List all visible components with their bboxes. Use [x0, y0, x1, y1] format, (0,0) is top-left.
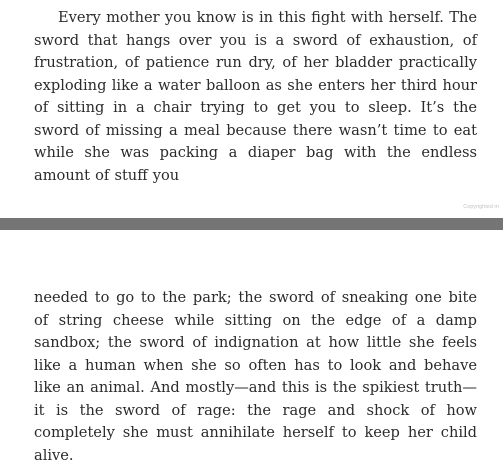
book-page-top: [0, 0, 503, 218]
text-line: sword that hangs over you is a sword of exhaustion, of: [34, 31, 477, 49]
copyright-watermark: Copyrighted m: [463, 204, 499, 210]
text-line: packing a diaper bag with the endless amount of stuff you: [34, 144, 477, 184]
text-line: Every mother you know is in this fight with herself. The: [58, 9, 477, 26]
text-line: exploding like a water balloon as she enters her third hour of: [34, 76, 477, 116]
text-line: cheese while sitting on the edge of a damp sandbox; the sword of: [34, 311, 477, 351]
page-divider: [0, 218, 503, 230]
text-line: shock of how completely she must annihilate herself to keep her: [34, 401, 478, 441]
text-line: frustration, of patience run dry, of her bladder practically: [34, 54, 477, 71]
paragraph-top: [34, 7, 477, 187]
text-line: often has to look and behave like an animal. And mostly—and: [34, 356, 477, 396]
paragraph-bottom: [34, 287, 477, 467]
text-line: indignation at how little she feels like a human when she so: [34, 334, 477, 374]
text-line: missing a meal because there wasn’t time to eat while she was: [34, 121, 477, 161]
text-line: child alive.: [34, 424, 478, 464]
text-line: needed to go to the park; the sword of sneaking one bite of string: [34, 289, 477, 329]
book-page-bottom: [0, 230, 503, 464]
text-line: this is the spikiest truth—it is the sword of rage: the rage and: [34, 379, 478, 419]
text-line: sitting in a chair trying to get you to sleep. It’s the sword of: [34, 99, 477, 139]
